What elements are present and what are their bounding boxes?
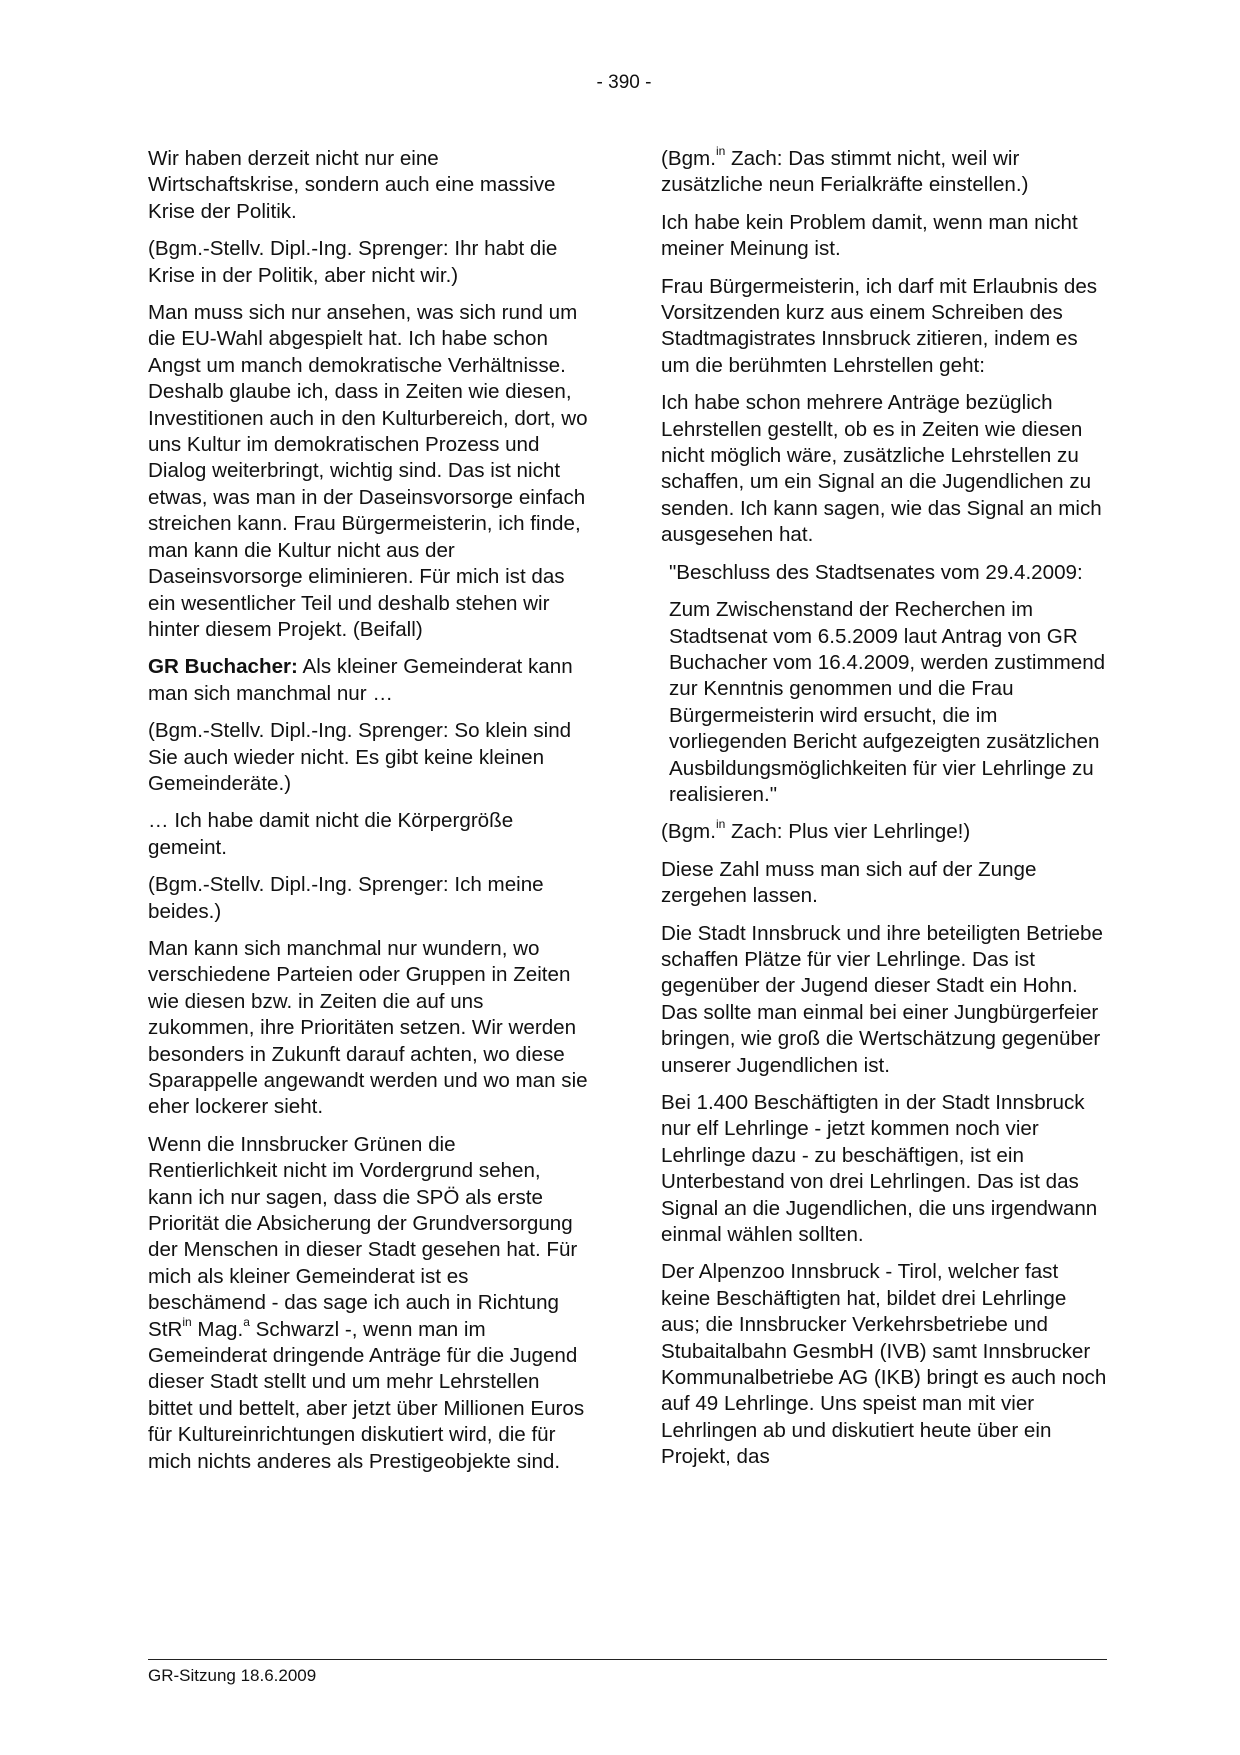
superscript: in bbox=[182, 1314, 192, 1329]
text-run: (Bgm. bbox=[661, 147, 716, 170]
interjection: (Bgm.-Stellv. Dipl.-Ing. Sprenger: Ihr habt die Krise in der Politik, aber nicht wir.) bbox=[148, 237, 558, 287]
speaker-paragraph bbox=[148, 654, 588, 707]
text-run: Zach: Das stimmt nicht, weil wir zusätzliche neun Ferialkräfte einstellen.) bbox=[661, 147, 1029, 197]
paragraph: Frau Bürgermeisterin, ich darf mit Erlaubnis des Vorsitzenden kurz aus einem Schreiben des Stadtmagistrates Innsbruck zitieren, indem es um die berühmten Lehrstellen geht: bbox=[661, 274, 1098, 377]
paragraph bbox=[148, 1132, 588, 1475]
paragraph: Diese Zahl muss man sich auf der Zunge zergehen lassen. bbox=[661, 857, 1037, 908]
paragraph: … Ich habe damit nicht die Körpergröße gemeint. bbox=[148, 809, 514, 859]
paragraph: Ich habe kein Problem damit, wenn man nicht meiner Meinung ist. bbox=[661, 210, 1078, 261]
quote-heading: "Beschluss des Stadtsenates vom 29.4.2009: bbox=[669, 560, 1083, 584]
interjection bbox=[661, 819, 1108, 845]
paragraph: Man muss sich nur ansehen, was sich rund um die EU-Wahl abgespielt hat. Ich habe schon Angst um manch demokratische Verhältnisse. Deshalb glaube ich, dass in Zeiten wie diesen, Investitionen auch in den Kulturbereich, dort, wo uns Kultur im demokratischen Prozess und Dialog weiterbringt, wichtig sind. Das ist nicht etwas, was man in der Daseinsvorsorge einfach streichen kann. Frau Bürgermeisterin, ich finde, man kann die Kultur nicht aus der Daseinsvorsorge eliminieren. Für mich ist das ein wesentlicher Teil und deshalb stehen wir hinter diesem Projekt. (Beifall) bbox=[148, 301, 588, 641]
text-run: (Bgm. bbox=[661, 820, 716, 844]
right-column bbox=[661, 146, 1108, 1482]
speech-text: Als kleiner Gemeinderat kann man sich manchmal nur … bbox=[148, 655, 573, 705]
interjection: (Bgm.-Stellv. Dipl.-Ing. Sprenger: So klein sind Sie auch wieder nicht. Es gibt keine kleinen Gemeinderäte.) bbox=[148, 719, 572, 795]
paragraph: Der Alpenzoo Innsbruck - Tirol, welcher fast keine Beschäftigten hat, bildet drei Lehrlinge aus; die Innsbrucker Verkehrsbetriebe und Stubaitalbahn GesmbH (IVB) samt Innsbrucker Kommunalbetriebe AG (IKB) bringt es auch noch auf 49 Lehrlinge. Uns speist man mit vier Lehrlingen ab und diskutiert heute über ein Projekt, das bbox=[661, 1260, 1107, 1469]
interjection: (Bgm.-Stellv. Dipl.-Ing. Sprenger: Ich meine beides.) bbox=[148, 873, 544, 923]
text-run: Zach: Plus vier Lehrlinge!) bbox=[725, 820, 971, 844]
interjection bbox=[661, 146, 1108, 199]
footer-divider bbox=[148, 1659, 1107, 1660]
superscript: in bbox=[715, 144, 726, 159]
paragraph: Wir haben derzeit nicht nur eine Wirtschaftskrise, sondern auch eine massive Krise der Politik. bbox=[148, 147, 556, 223]
paragraph: Ich habe schon mehrere Anträge bezüglich Lehrstellen gestellt, ob es in Zeiten wie diesen nicht möglich wäre, zusätzliche Lehrstellen zu schaffen, um ein Signal an die Jugendlichen zu senden. Ich kann sagen, wie das Signal an mich ausgesehen hat. bbox=[661, 391, 1102, 547]
superscript: in bbox=[715, 817, 726, 832]
speaker-name: GR Buchacher: bbox=[148, 655, 298, 679]
paragraph: Bei 1.400 Beschäftigten in der Stadt Innsbruck nur elf Lehrlinge - jetzt kommen noch vier Lehrlinge dazu - zu beschäftigen, ist ein Unterbestand von drei Lehrlingen. Das ist das Signal an die Jugendlichen, die uns irgendwann einmal wählen sollten. bbox=[661, 1091, 1098, 1247]
text-run: Wenn die Innsbrucker Grünen die Rentierlichkeit nicht im Vordergrund sehen, kann ich nur sagen, dass die SPÖ als erste Priorität die Absicherung der Grundversorgung der Menschen in dieser Stadt gesehen hat. Für mich als kleiner Gemeinderat ist es beschämend - das sage ich auch in Richtung StR bbox=[148, 1132, 578, 1341]
left-column bbox=[148, 146, 588, 1486]
paragraph: Man kann sich manchmal nur wundern, wo verschiedene Parteien oder Gruppen in Zeiten wie diesen bzw. in Zeiten die auf uns zukommen, ihre Prioritäten setzen. Wir werden besonders in Zukunft darauf achten, wo diese Sparappelle angewandt werden und wo man sie eher lockerer sieht. bbox=[148, 936, 588, 1119]
quote-body: Zum Zwischenstand der Recherchen im Stadtsenat vom 6.5.2009 laut Antrag von GR Buchacher vom 16.4.2009, werden zustimmend zur Kenntnis genommen und die Frau Bürgermeisterin wird ersucht, die im vorliegenden Bericht aufgezeigten zusätzlichen Ausbildungsmöglichkeiten für vier Lehrlinge zu realisieren." bbox=[669, 598, 1106, 806]
page-number: - 390 - bbox=[596, 72, 652, 93]
text-run: Mag. bbox=[191, 1317, 244, 1341]
text-run: Schwarzl -, wenn man im Gemeinderat dringende Anträge für die Jugend dieser Stadt stellt und um mehr Lehrstellen bittet und bettelt, aber jetzt über Millionen Euros für Kultureinrichtungen diskutiert wird, die für mich nichts anderes als Prestigeobjekte sind. bbox=[148, 1317, 585, 1473]
paragraph: Die Stadt Innsbruck und ihre beteiligten Betriebe schaffen Plätze für vier Lehrlinge. Das ist gegenüber der Jugend dieser Stadt ein Hohn. Das sollte man einmal bei einer Jungbürgerfeier bringen, wie groß die Wertschätzung gegenüber unserer Jugendlichen ist. bbox=[661, 921, 1103, 1077]
footer-text: GR-Sitzung 18.6.2009 bbox=[148, 1666, 317, 1685]
superscript: a bbox=[243, 1314, 250, 1329]
